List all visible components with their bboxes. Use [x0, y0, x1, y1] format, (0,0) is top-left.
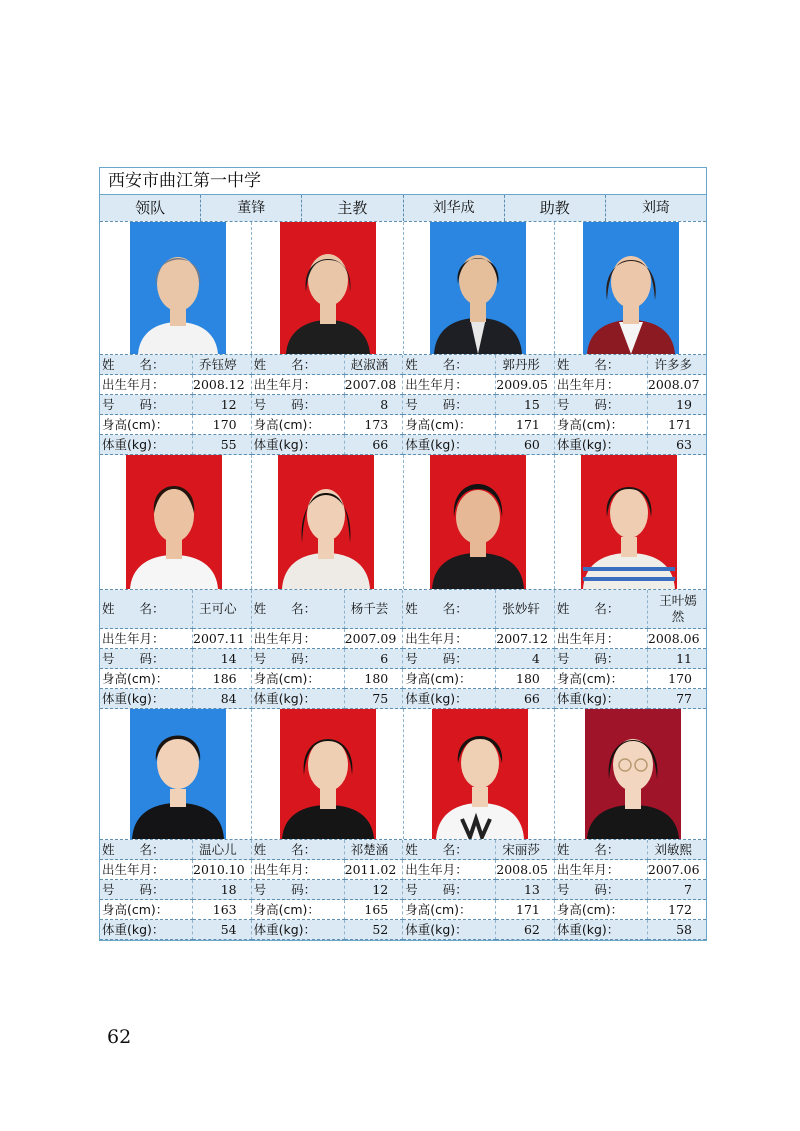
photo-cell — [555, 709, 706, 839]
player-photo — [430, 455, 526, 589]
portrait-image — [432, 709, 528, 839]
player-birth: 2007.12 — [496, 629, 555, 649]
weight-row — [100, 920, 706, 940]
height-label: 身高(cm)： — [251, 900, 344, 920]
player-height: 173 — [344, 415, 403, 435]
leader-label: 领队 — [100, 195, 201, 221]
weight-label: 体重(kg)： — [251, 435, 344, 455]
assistant-name: 刘琦 — [606, 195, 706, 221]
team-roster-sheet — [99, 167, 707, 941]
height-label: 身高(cm)： — [403, 415, 496, 435]
weight-label: 体重(kg)： — [403, 920, 496, 940]
player-height: 171 — [496, 900, 555, 920]
player-weight: 75 — [344, 689, 403, 709]
weight-label: 体重(kg)： — [554, 920, 647, 940]
player-weight: 66 — [344, 435, 403, 455]
player-birth: 2008.06 — [647, 629, 706, 649]
photo-row-1 — [100, 222, 706, 355]
name-label: 姓 名： — [251, 590, 344, 629]
portrait-image — [581, 455, 677, 589]
birth-label: 出生年月： — [403, 629, 496, 649]
portrait-image — [280, 222, 376, 354]
photo-cell — [555, 222, 706, 354]
number-label: 号 码： — [251, 880, 344, 900]
portrait-image — [583, 222, 679, 354]
weight-label: 体重(kg)： — [403, 689, 496, 709]
player-name: 刘敏熙 — [647, 840, 706, 860]
name-label: 姓 名： — [403, 355, 496, 375]
name-label: 姓 名： — [100, 840, 193, 860]
portrait-image — [430, 455, 526, 589]
player-number: 12 — [193, 395, 252, 415]
player-name: 祁楚涵 — [344, 840, 403, 860]
number-label: 号 码： — [554, 395, 647, 415]
player-name: 乔钰婷 — [193, 355, 252, 375]
name-row — [100, 355, 706, 375]
player-name-line-1: 王叶嫣 — [659, 593, 697, 608]
weight-label: 体重(kg)： — [554, 689, 647, 709]
player-height: 170 — [647, 669, 706, 689]
birth-row — [100, 860, 706, 880]
player-weight: 77 — [647, 689, 706, 709]
photo-row-2 — [100, 455, 706, 590]
player-birth: 2007.09 — [344, 629, 403, 649]
birth-label: 出生年月： — [403, 375, 496, 395]
name-label: 姓 名： — [100, 355, 193, 375]
player-number: 18 — [193, 880, 252, 900]
portrait-image — [585, 709, 681, 839]
weight-label: 体重(kg)： — [403, 435, 496, 455]
birth-label: 出生年月： — [251, 860, 344, 880]
player-weight: 84 — [193, 689, 252, 709]
name-label: 姓 名： — [403, 590, 496, 629]
player-number: 8 — [344, 395, 403, 415]
player-weight: 54 — [193, 920, 252, 940]
birth-label: 出生年月： — [554, 860, 647, 880]
weight-label: 体重(kg)： — [100, 689, 193, 709]
player-birth: 2007.06 — [647, 860, 706, 880]
player-weight: 62 — [496, 920, 555, 940]
name-label: 姓 名： — [554, 355, 647, 375]
name-label: 姓 名： — [251, 840, 344, 860]
number-label: 号 码： — [100, 649, 193, 669]
player-name: 郭丹彤 — [496, 355, 555, 375]
player-height: 171 — [647, 415, 706, 435]
height-row — [100, 669, 706, 689]
player-weight: 60 — [496, 435, 555, 455]
height-label: 身高(cm)： — [554, 415, 647, 435]
player-height: 170 — [193, 415, 252, 435]
name-row — [100, 590, 706, 629]
birth-label: 出生年月： — [100, 375, 193, 395]
height-label: 身高(cm)： — [403, 669, 496, 689]
photo-row-3 — [100, 709, 706, 840]
player-birth: 2008.12 — [193, 375, 252, 395]
leader-name: 董锋 — [201, 195, 302, 221]
height-row — [100, 900, 706, 920]
photo-cell — [252, 709, 404, 839]
player-height: 180 — [496, 669, 555, 689]
birth-label: 出生年月： — [251, 629, 344, 649]
number-label: 号 码： — [403, 880, 496, 900]
name-label: 姓 名： — [554, 590, 647, 629]
staff-row — [100, 195, 706, 222]
height-label: 身高(cm)： — [251, 669, 344, 689]
player-birth: 2009.05 — [496, 375, 555, 395]
player-name-line-2: 然 — [671, 609, 685, 624]
birth-label: 出生年月： — [251, 375, 344, 395]
player-number: 14 — [193, 649, 252, 669]
player-number: 13 — [496, 880, 555, 900]
name-row — [100, 840, 706, 860]
height-label: 身高(cm)： — [100, 415, 193, 435]
weight-label: 体重(kg)： — [554, 435, 647, 455]
player-weight: 58 — [647, 920, 706, 940]
number-label: 号 码： — [251, 395, 344, 415]
player-photo — [278, 455, 374, 589]
player-photo — [130, 222, 226, 354]
player-name: 王可心 — [193, 590, 252, 629]
name-label: 姓 名： — [403, 840, 496, 860]
player-height: 172 — [647, 900, 706, 920]
photo-cell — [404, 709, 556, 839]
player-name: 温心儿 — [193, 840, 252, 860]
player-photo — [126, 455, 222, 589]
photo-cell — [100, 455, 252, 589]
name-label: 姓 名： — [554, 840, 647, 860]
birth-label: 出生年月： — [100, 629, 193, 649]
coach-name: 刘华成 — [404, 195, 505, 221]
coach-label: 主教 — [302, 195, 403, 221]
player-birth: 2008.05 — [496, 860, 555, 880]
name-label: 姓 名： — [100, 590, 193, 629]
photo-cell — [555, 455, 706, 589]
weight-label: 体重(kg)： — [100, 435, 193, 455]
weight-label: 体重(kg)： — [251, 920, 344, 940]
player-name: 杨千芸 — [344, 590, 403, 629]
player-height: 163 — [193, 900, 252, 920]
number-label: 号 码： — [100, 880, 193, 900]
player-weight: 66 — [496, 689, 555, 709]
player-photo — [581, 455, 677, 589]
number-label: 号 码： — [403, 649, 496, 669]
player-number: 7 — [647, 880, 706, 900]
player-photo — [583, 222, 679, 354]
player-name: 张妙轩 — [496, 590, 555, 629]
photo-cell — [252, 222, 404, 354]
player-photo — [585, 709, 681, 839]
player-photo — [280, 222, 376, 354]
player-name-wrapped — [647, 590, 706, 629]
number-row — [100, 649, 706, 669]
photo-cell — [100, 709, 252, 839]
birth-row — [100, 629, 706, 649]
player-number: 11 — [647, 649, 706, 669]
player-birth: 2007.08 — [344, 375, 403, 395]
player-info-table-1 — [100, 355, 706, 455]
portrait-image — [280, 709, 376, 839]
photo-cell — [100, 222, 252, 354]
number-label: 号 码： — [403, 395, 496, 415]
height-label: 身高(cm)： — [100, 669, 193, 689]
player-weight: 55 — [193, 435, 252, 455]
player-number: 12 — [344, 880, 403, 900]
number-label: 号 码： — [251, 649, 344, 669]
player-birth: 2008.07 — [647, 375, 706, 395]
portrait-image — [130, 709, 226, 839]
photo-cell — [404, 222, 556, 354]
weight-row — [100, 435, 706, 455]
portrait-image — [430, 222, 526, 354]
player-number: 15 — [496, 395, 555, 415]
player-weight: 52 — [344, 920, 403, 940]
name-label: 姓 名： — [251, 355, 344, 375]
player-height: 171 — [496, 415, 555, 435]
player-info-table-3 — [100, 840, 706, 940]
number-label: 号 码： — [554, 880, 647, 900]
player-number: 19 — [647, 395, 706, 415]
weight-label: 体重(kg)： — [100, 920, 193, 940]
player-height: 180 — [344, 669, 403, 689]
player-birth: 2010.10 — [193, 860, 252, 880]
photo-cell — [252, 455, 404, 589]
portrait-image — [130, 222, 226, 354]
player-height: 165 — [344, 900, 403, 920]
number-row — [100, 880, 706, 900]
player-info-table-2 — [100, 590, 706, 709]
player-photo — [430, 222, 526, 354]
player-name: 宋丽莎 — [496, 840, 555, 860]
portrait-image — [126, 455, 222, 589]
player-birth: 2007.11 — [193, 629, 252, 649]
player-name: 许多多 — [647, 355, 706, 375]
height-label: 身高(cm)： — [100, 900, 193, 920]
number-label: 号 码： — [554, 649, 647, 669]
player-photo — [280, 709, 376, 839]
height-label: 身高(cm)： — [554, 669, 647, 689]
photo-cell — [404, 455, 556, 589]
height-label: 身高(cm)： — [403, 900, 496, 920]
height-label: 身高(cm)： — [251, 415, 344, 435]
height-row — [100, 415, 706, 435]
birth-label: 出生年月： — [100, 860, 193, 880]
player-number: 4 — [496, 649, 555, 669]
player-birth: 2011.02 — [344, 860, 403, 880]
birth-label: 出生年月： — [554, 375, 647, 395]
player-height: 186 — [193, 669, 252, 689]
player-photo — [432, 709, 528, 839]
portrait-image — [278, 455, 374, 589]
number-row — [100, 395, 706, 415]
player-name: 赵淑涵 — [344, 355, 403, 375]
birth-row — [100, 375, 706, 395]
player-photo — [130, 709, 226, 839]
player-weight: 63 — [647, 435, 706, 455]
number-label: 号 码： — [100, 395, 193, 415]
page-number: 62 — [107, 1026, 132, 1048]
height-label: 身高(cm)： — [554, 900, 647, 920]
weight-row — [100, 689, 706, 709]
birth-label: 出生年月： — [403, 860, 496, 880]
assistant-label: 助教 — [505, 195, 606, 221]
player-number: 6 — [344, 649, 403, 669]
weight-label: 体重(kg)： — [251, 689, 344, 709]
birth-label: 出生年月： — [554, 629, 647, 649]
team-title: 西安市曲江第一中学 — [100, 168, 706, 195]
